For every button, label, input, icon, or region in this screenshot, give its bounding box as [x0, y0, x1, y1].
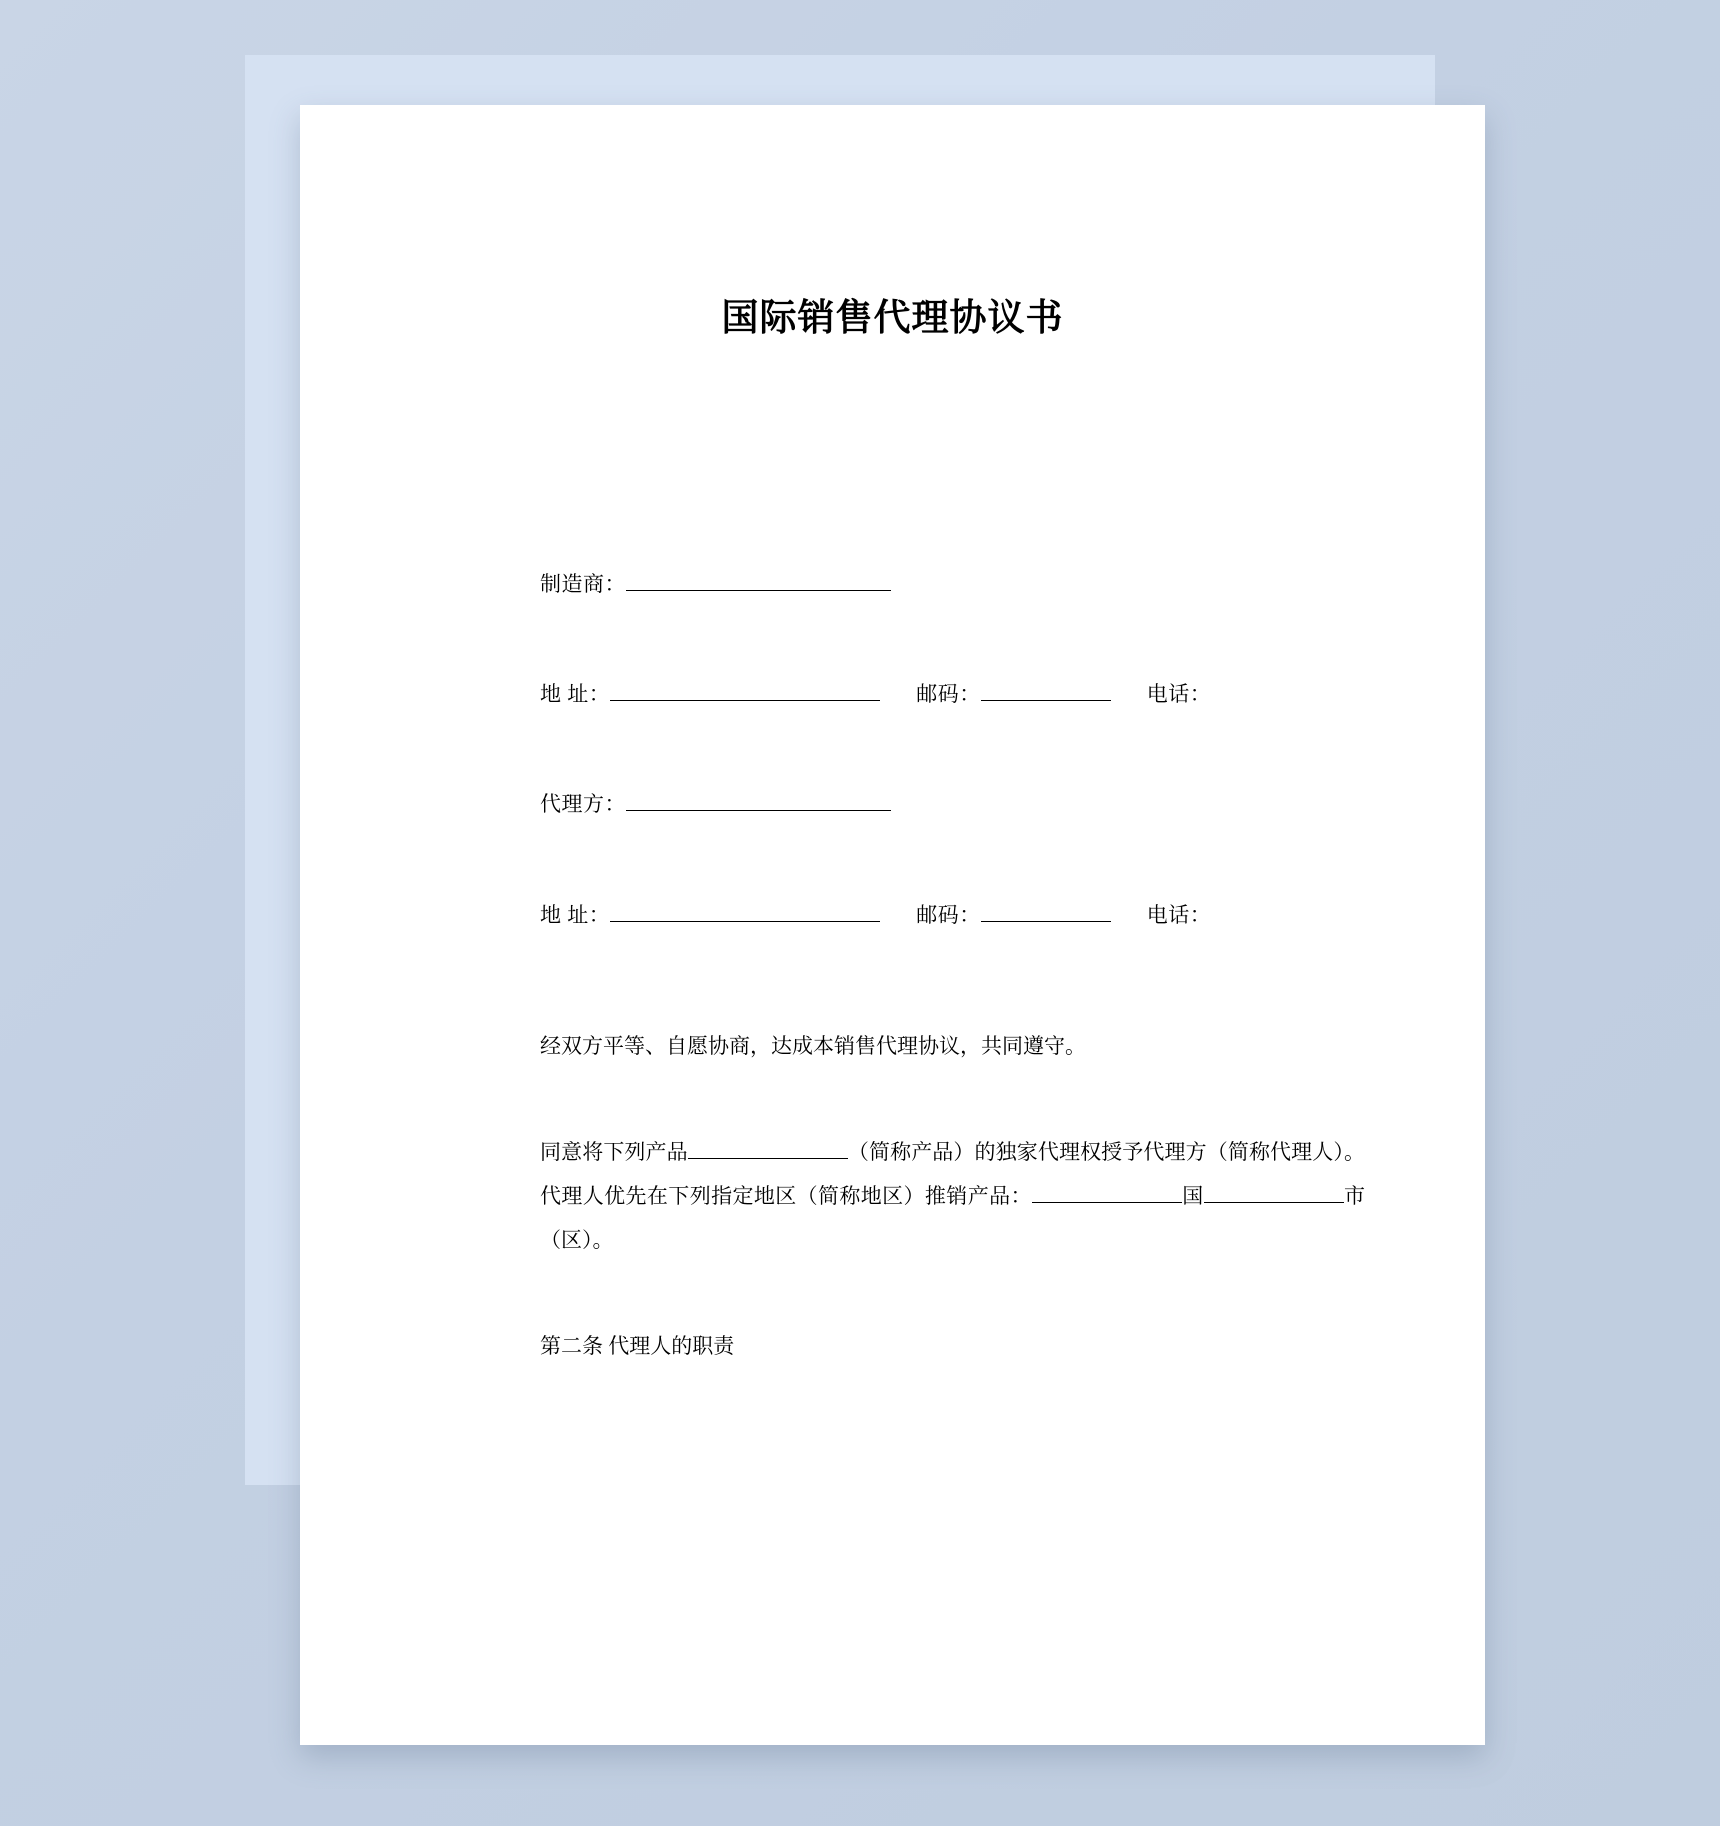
field-agent-phone-label: 电话：: [1146, 902, 1212, 927]
field-agent-input[interactable]: [626, 789, 891, 811]
field-agent-address-label: 地 址：: [540, 902, 611, 927]
field-agent-postcode-label: 邮码：: [916, 902, 981, 927]
field-manufacturer-postcode-label: 邮码：: [916, 682, 981, 707]
paragraph-scope-blank-product[interactable]: [688, 1137, 848, 1159]
page-title: 国际销售代理协议书: [721, 297, 1064, 338]
paragraph-scope-part3: 国: [1181, 1183, 1204, 1208]
field-manufacturer-phone-label: 电话：: [1146, 682, 1212, 707]
party-fields: [540, 569, 1425, 928]
paragraph-scope-part2: （简称产品）的独家代理权授予代理方（简称代理人）。代理人优先在下列指定地区（简称地区）推销产品：: [540, 1139, 1365, 1208]
field-manufacturer-label: 制造商：: [540, 572, 626, 596]
paragraph-scope-part4: 市（区）。: [540, 1183, 1366, 1253]
clause-heading: 第二条 代理人的职责: [540, 1334, 735, 1359]
field-agent-label: 代理方：: [540, 792, 626, 817]
paragraph-scope-blank-country[interactable]: [1032, 1181, 1182, 1203]
field-manufacturer-address: [540, 679, 1425, 707]
field-manufacturer-postcode-input[interactable]: [981, 679, 1111, 701]
paragraph-agreement: 经双方平等、自愿协商，达成本销售代理协议，共同遵守。: [540, 1033, 1086, 1058]
field-manufacturer: [540, 569, 1425, 597]
field-agent: [540, 789, 1425, 817]
paragraph-scope-blank-city[interactable]: [1204, 1181, 1344, 1203]
field-agent-address-input[interactable]: [610, 900, 880, 922]
document-page: [300, 105, 1485, 1745]
paragraph-scope-part1: 同意将下列产品: [540, 1139, 688, 1164]
field-agent-postcode-input[interactable]: [981, 900, 1111, 922]
paragraph-scope: [540, 1130, 1365, 1262]
field-manufacturer-input[interactable]: [626, 569, 891, 591]
field-agent-address: [540, 900, 1425, 928]
field-manufacturer-address-label: 地 址：: [540, 682, 611, 707]
field-manufacturer-address-input[interactable]: [610, 679, 880, 701]
